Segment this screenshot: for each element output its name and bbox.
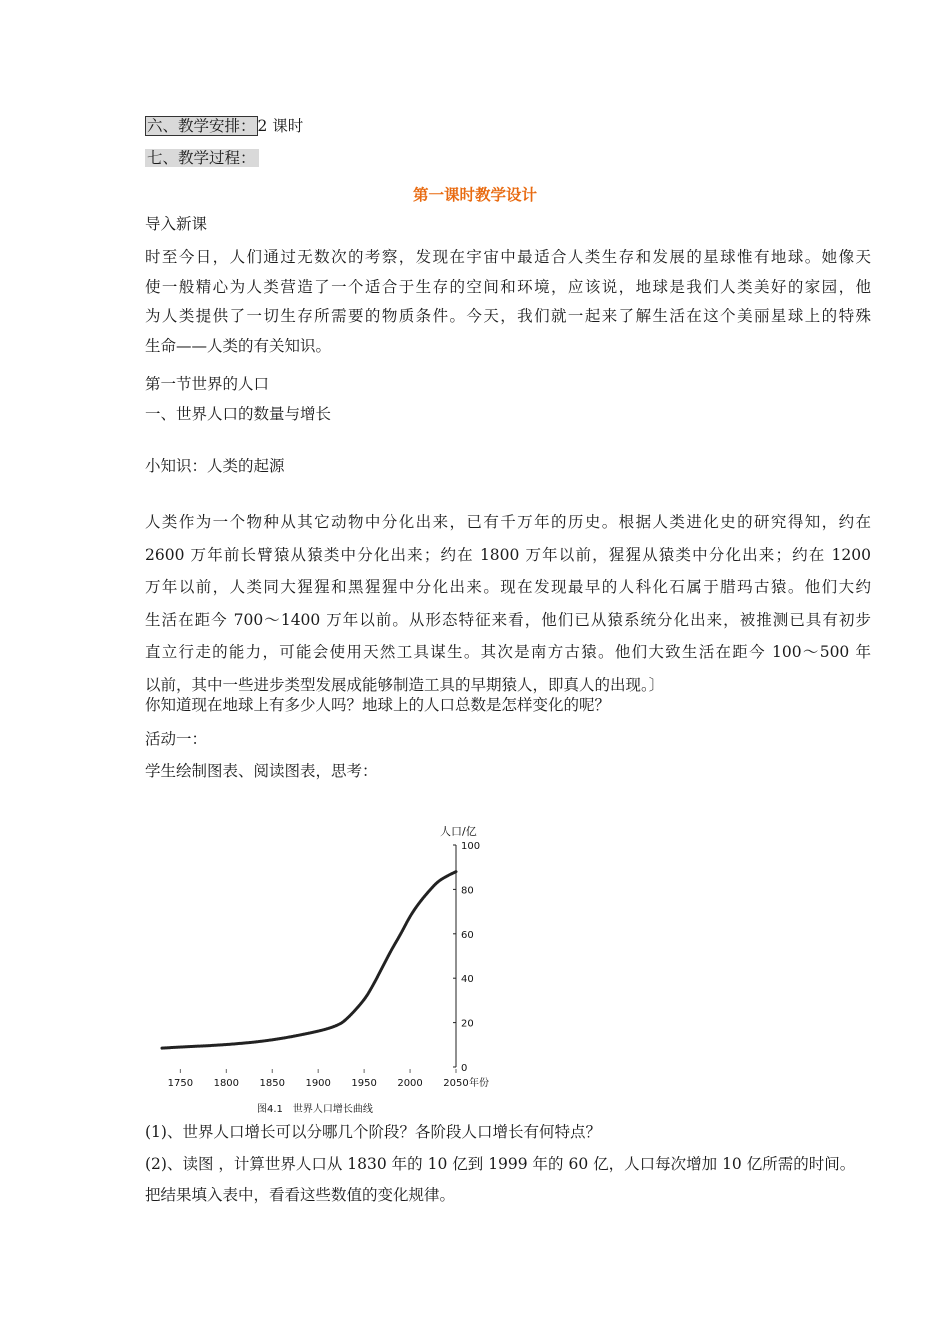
process-line	[145, 148, 259, 168]
population-series	[162, 872, 456, 1048]
chart-caption: 图4.1 世界人口增长曲线	[257, 1104, 373, 1115]
activity-heading: 活动一：	[145, 730, 208, 748]
subsection-heading: 一、世界人口的数量与增长	[145, 405, 332, 423]
population-chart-svg	[140, 815, 520, 1120]
y-tick-label: 60	[461, 929, 474, 941]
x-tick-label: 1800	[213, 1078, 240, 1089]
schedule-label: 六、教学安排：	[147, 117, 256, 135]
origin-line-6: 以前，其中一些进步类型发展成能够制造工具的早期猿人，即真人的出现。〕	[145, 675, 665, 694]
x-tick-label: 1900	[305, 1078, 331, 1089]
population-line	[162, 872, 456, 1048]
intro-line-1: 时至今日，人们通过无数次的考察，发现在宇宙中最适合人类生存和发展的星球惟有地球。她像天	[145, 248, 871, 266]
section-title: 第一课时教学设计	[412, 186, 537, 204]
origin-paragraph	[145, 506, 871, 701]
question-line: 你知道现在地球上有多少人吗？地球上的人口总数是怎样变化的呢？	[145, 696, 611, 714]
schedule-line	[145, 116, 303, 136]
y-axis-ticks	[453, 841, 480, 1074]
origin-line-1: 人类作为一个物种从其它动物中分化出来，已有千万年的历史。根据人类进化史的研究得知，约在	[145, 513, 871, 531]
section-heading: 第一节世界的人口	[145, 375, 270, 393]
x-tick-label: 1750	[167, 1078, 194, 1089]
origin-line-3: 万年以前，人类同大猩猩和黑猩猩中分化出来。现在发现最早的人科化石属于腊玛古猿。他们大约	[145, 578, 871, 596]
question-1: (1)、世界人口增长可以分哪几个阶段？各阶段人口增长有何特点？	[145, 1123, 601, 1141]
y-axis-label: 人口/亿	[440, 825, 477, 838]
x-tick-label: 1950	[351, 1078, 377, 1089]
intro-line-4: 生命——人类的有关知识。	[145, 336, 332, 355]
intro-line-3: 为人类提供了一切生存所需要的物质条件。今天，我们就一起来了解生活在这个美丽星球上的特殊	[145, 307, 871, 325]
x-axis-ticks	[168, 1069, 489, 1089]
population-chart	[140, 815, 520, 1120]
schedule-value: 2 课时	[257, 117, 304, 135]
origin-line-4: 生活在距今 700～1400 万年以前。从形态特征来看，他们已从猿系统分化出来，被推测已具有初步	[145, 610, 871, 629]
origin-line-2: 2600 万年前长臂猿从猿类中分化出来；约在 1800 万年以前，猩猩从猿类中分化出来；约在 1200	[145, 545, 871, 564]
intro-heading: 导入新课	[145, 215, 208, 233]
activity-instruction: 学生绘制图表、阅读图表，思考：	[145, 762, 378, 780]
y-tick-label: 80	[461, 885, 474, 897]
x-axis-unit-label: 年份	[469, 1078, 489, 1089]
y-tick-label: 100	[461, 841, 481, 852]
tip-heading: 小知识：人类的起源	[145, 457, 285, 475]
process-label: 七、教学过程：	[145, 149, 259, 167]
y-tick-label: 40	[461, 974, 474, 986]
x-tick-label: 2000	[397, 1078, 423, 1089]
y-tick-label: 0	[461, 1063, 468, 1074]
x-tick-label: 2050	[443, 1078, 469, 1089]
intro-paragraph	[145, 243, 871, 361]
y-tick-label: 20	[461, 1018, 474, 1030]
question-3: 把结果填入表中，看看这些数值的变化规律。	[145, 1186, 456, 1204]
x-tick-label: 1850	[259, 1078, 285, 1089]
origin-line-5: 直立行走的能力，可能会使用天然工具谋生。其次是南方古猿。他们大致生活在距今 100～500 年	[145, 643, 871, 661]
intro-line-2: 使一般精心为人类营造了一个适合于生存的空间和环境，应该说，地球是我们人类美好的家园，他	[145, 277, 871, 296]
question-2: (2)、读图 ，计算世界人口从 1830 年的 10 亿到 1999 年的 60 亿，人口每次增加 10 亿所需的时间。	[145, 1155, 856, 1173]
